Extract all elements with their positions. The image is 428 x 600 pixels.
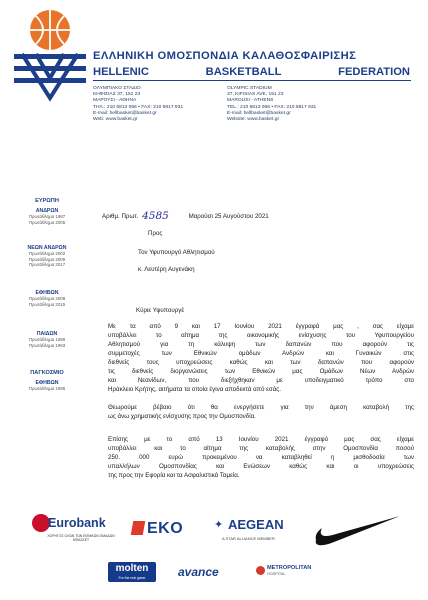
sponsor-name: AEGEAN (228, 517, 284, 532)
text-line: ως άνω χρηματικής ενίσχυσης προς την Ομοσπονδία. (108, 413, 256, 420)
org-name-greek: ΕΛΛΗΝΙΚΗ ΟΜΟΣΠΟΝΔΙΑ ΚΑΛΑΘΟΣΦΑΙΡΙΣΗΣ (93, 50, 357, 62)
nike-swoosh-icon (312, 512, 402, 548)
email-link[interactable]: E-mail: hellbasket@basket.gr (93, 110, 157, 116)
text-line: διεθνείς τους υποχρεώσεις καθώς και των δαπανών που αφορούν (108, 359, 414, 366)
org-name-word: FEDERATION (338, 66, 410, 78)
paragraph-2 (108, 403, 414, 421)
recipient: Τον Υφυπουργό Αθλητισμού (138, 249, 215, 256)
sponsor-name: Eurobank (48, 516, 106, 530)
sponsor-name: METROPOLITAN (267, 565, 312, 571)
website-link[interactable]: Web: www.basket.gr (93, 116, 138, 122)
text-line: συμμετοχές των Εθνικών ομάδων Ανδρών και Γυναικών στις (108, 350, 414, 357)
sidebar-group-title: ΕΦΗΒΩΝ (35, 380, 59, 387)
text-line: Αθλητισμού για τη κάλυψη των δαπανών που αφορούν τις (108, 341, 414, 348)
metropolitan-logo (256, 565, 320, 583)
sponsor-name: molten (115, 563, 149, 574)
sidebar-line: Πρωτάθλημα 2002 (28, 251, 66, 257)
address-line: ΜΑΡΟΥΣΙ - ΑΘΗΝΑ (93, 98, 137, 104)
aegean-bird-icon: ✦ (214, 519, 224, 531)
address-line: ΟΛΥΜΠΙΑΚΟ ΣΤΑΔΙΟ (93, 86, 141, 91)
sponsor-tagline: HOSPITAL (267, 572, 286, 576)
sponsor-tagline: For the real game (118, 576, 146, 580)
sidebar-line: Πρωτάθλημα 1995 (28, 386, 66, 392)
to-label: Προς (148, 230, 163, 237)
sidebar-line: Πρωτάθλημα 1993 (28, 342, 66, 348)
sidebar-line: Πρωτάθλημα 2005 (28, 219, 66, 225)
salutation: Κύριε Υφυπουργέ (136, 307, 185, 314)
reference-label: Αριθμ. Πρωτ. (102, 213, 139, 220)
address-line: ΤΗΛ.: 210 6813 066 • FAX: 210 6817 931 (93, 104, 184, 110)
address-line: ΚΗΦΙΣΙΑΣ 37, 151 23 (93, 92, 141, 98)
address-line: OLYMPIC STADIUM (227, 86, 272, 91)
sponsor-name: avance (178, 565, 219, 579)
address-line: 37, KIFISIAS AVE, 151 23 (227, 92, 284, 98)
sidebar-line: Πρωτάθλημα 1987 (28, 214, 66, 219)
sidebar-group-title: ΠΑΙΔΩΝ (36, 331, 58, 338)
org-name-english (93, 66, 410, 78)
avance-logo (178, 565, 240, 581)
text-line: 250. 000 ευρώ προκειμένου να καταβληθεί η μισθοδοσία των (108, 454, 414, 461)
address-english (227, 86, 316, 123)
titles-sidebar (0, 196, 94, 392)
org-name-word: BASKETBALL (205, 66, 282, 78)
text-line: και Νεανίδων, που διεξήχθηκαν με υποδειγματικό τρόπο στο (108, 377, 414, 384)
sidebar-group-title: ΑΝΔΡΩΝ (35, 208, 59, 214)
text-line: υποβάλλει το αίτημα της οικονομικής ενίσχυσης του Υφυπουργείου (108, 332, 414, 339)
federation-logo-icon (12, 8, 88, 104)
sidebar-line: Πρωτάθλημα 1989 (28, 337, 66, 343)
text-line: υποβάλλει και το αίτημα της καταβολής στην Ομοσπονδία ποσού (108, 445, 414, 452)
attention-line: κ. Λευτέρη Αυγενάκη (138, 266, 195, 273)
sidebar-line: Πρωτάθλημα 2009 (28, 256, 66, 262)
sponsor-tagline: A STAR ALLIANCE MEMBER (222, 536, 275, 541)
sidebar-line: Πρωτάθλημα 2008 (28, 295, 66, 301)
paragraph-3 (108, 435, 414, 480)
sidebar-heading: ΕΥΡΩΠΗ (35, 198, 59, 204)
address-greek (93, 86, 183, 123)
sidebar-group-title: ΕΦΗΒΩΝ (35, 289, 59, 296)
sidebar-group-title: ΝΕΩΝ ΑΝΔΡΩΝ (27, 245, 67, 252)
text-line: Επίσης με το από 13 Ιουνίου 2021 έγγραφό μας σας είχαμε (108, 436, 414, 443)
aegean-logo (214, 517, 304, 549)
text-line: Με τα από 9 και 17 Ιουνίου 2021 έγγραφά μας , σας είχαμε (108, 323, 414, 330)
eurobank-logo (32, 514, 118, 550)
sidebar-line: Πρωτάθλημα 2017 (28, 262, 66, 268)
website-link[interactable]: Website: www.basket.gr (227, 116, 280, 122)
metropolitan-mark-icon (256, 566, 265, 575)
letter-date: Μαρούσι 25 Αυγούστου 2021 (188, 213, 269, 220)
eko-logo (132, 520, 200, 540)
paragraph-1 (108, 322, 414, 394)
text-line: της προς την Εφορία και τα Ασφαλιστικά Ταμεία. (108, 472, 240, 479)
sponsor-tagline: ΧΟΡΗΓΟΣ ΟΛΩΝ ΤΩΝ ΕΘΝΙΚΩΝ ΟΜΑΔΩΝ ΜΠΑΣΚΕΤ (47, 534, 115, 542)
molten-logo (108, 562, 156, 582)
sponsor-name: EKO (147, 520, 184, 537)
text-line: υπαλλήλων Ομοσπονδίας και Ενώσεων καθώς και οι υποχρεώσεις (108, 463, 414, 470)
eko-mark-icon (131, 521, 145, 535)
text-line: Ηράκλειο Κρήτης, αιτήματα τα οποία έγινα αποδεκτά από εσάς. (108, 386, 281, 393)
email-link[interactable]: E-mail: hellbasket@basket.gr (227, 110, 291, 116)
sidebar-heading: ΠΑΓΚΟΣΜΙΟ (30, 370, 64, 377)
text-line: τις διεθνείς διοργανώσεις των Εθνικών μας Ομάδων Νέων Ανδρών (108, 368, 414, 375)
text-line: Θεωρούμε βέβαιο ότι θα ενεργήσετε για την άμεση καταβολή της (108, 404, 414, 411)
address-line: TEL.: 210 6813 066 • FAX: 210 6817 931 (227, 104, 317, 110)
sidebar-line: Πρωτάθλημα 2015 (28, 301, 66, 307)
org-name-word: HELLENIC (93, 66, 149, 78)
reference-number: 4585 (142, 210, 169, 222)
address-line: MAROUSI - ATHENS (227, 98, 274, 104)
header-divider (93, 80, 411, 81)
reference-line (102, 210, 269, 222)
